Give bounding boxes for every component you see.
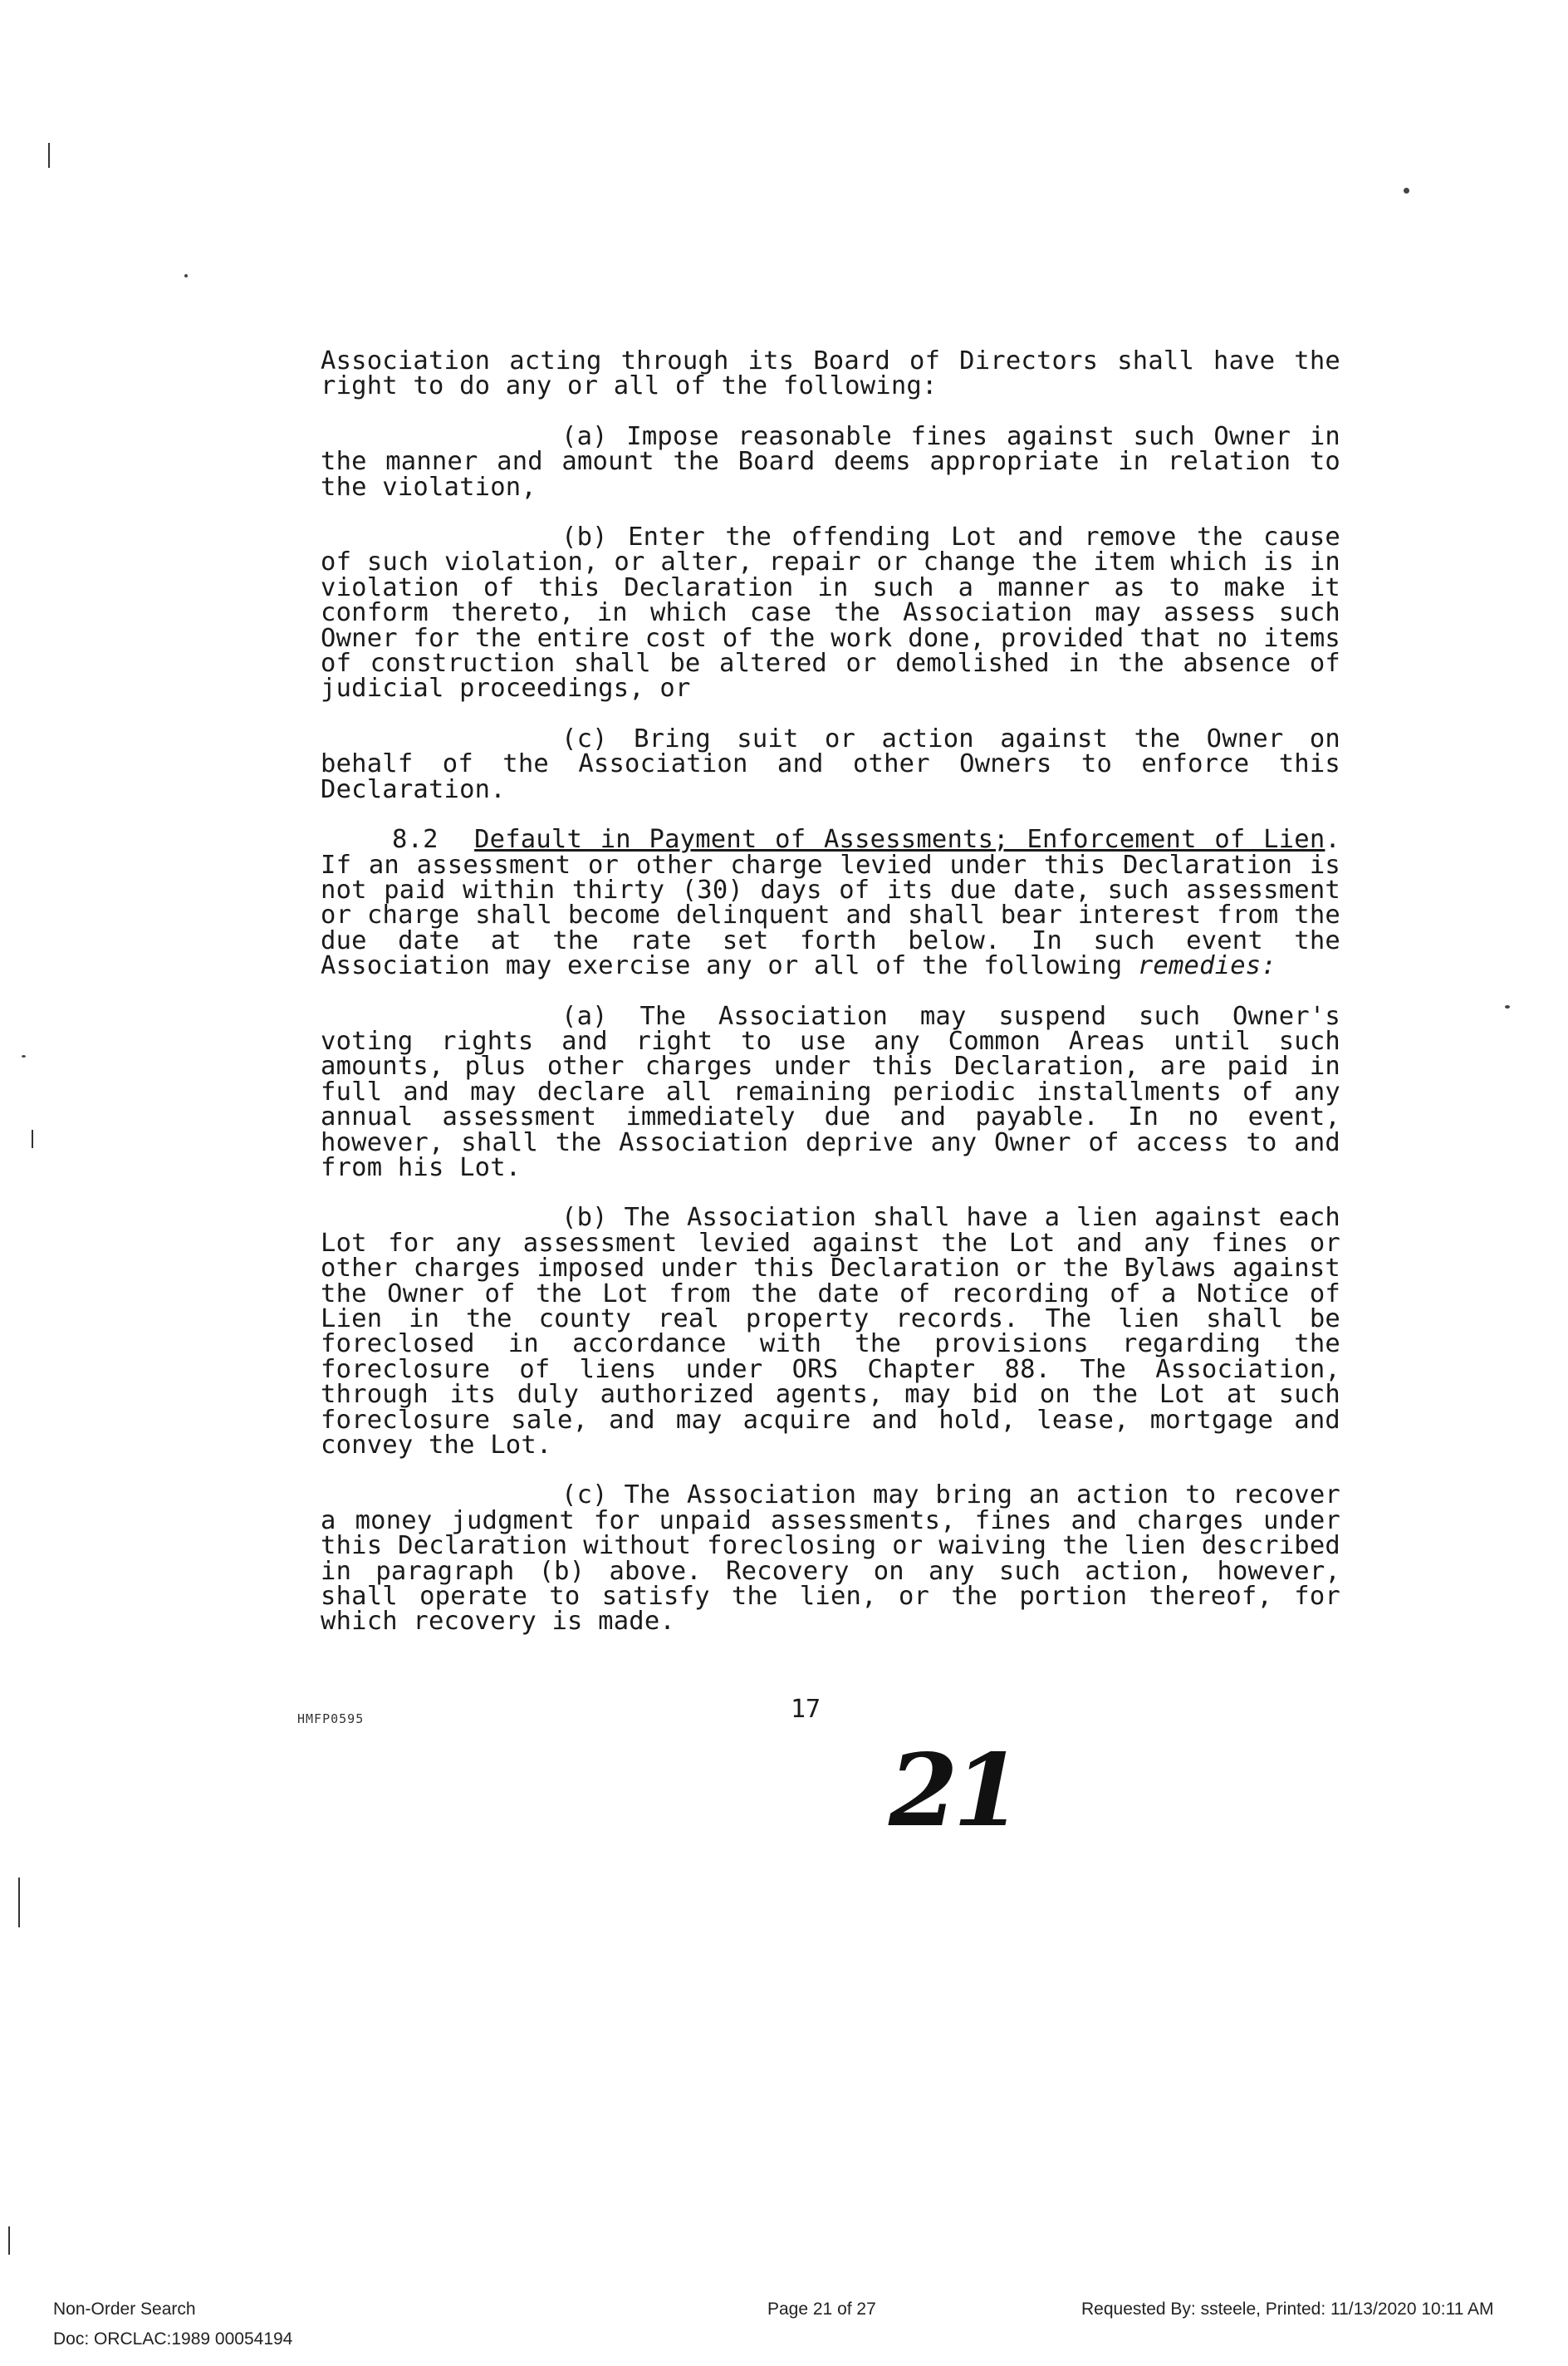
item-b-paragraph: (b) Enter the offending Lot and remove the cause of such violation, or alter, repair or change the item which is in violation of this Declaration in such a manner as to make it conform thereto, in which case the Association may assess such Owner for the entire cost of the work done, provided that no items of construction shall be altered or demolished in the absence of judicial proceedings, or (321, 523, 1340, 704)
scan-mark (8, 2226, 10, 2255)
scan-mark (18, 1878, 20, 1927)
document-body (321, 346, 1340, 1660)
intro-paragraph: Association acting through its Board of Directors shall have the right to do any or all of the following: (321, 346, 1340, 401)
item-c-paragraph: (c) Bring suit or action against the Owner on behalf of the Association and other Owners to enforce this Declaration. (321, 724, 1340, 804)
scan-speck (1505, 1005, 1510, 1009)
section-heading: Default in Payment of Assessments; Enforcement of Lien (474, 825, 1325, 855)
scan-speck (22, 1055, 26, 1058)
scan-mark (48, 143, 50, 168)
scan-speck (1404, 188, 1409, 194)
footer-requested-by: Requested By: ssteele, Printed: 11/13/2020 10:11 AM (1081, 2300, 1494, 2319)
remedy-a-paragraph: (a) The Association may suspend such Owner's voting rights and right to use any Common Areas until such amounts, plus other charges under this Declaration, are paid in full and may declare all remaining periodic installments of any annual assessment immediately due and payable. In no event, however, shall the Association deprive any Owner of access to and from his Lot. (321, 1001, 1340, 1182)
section-heading-period: . (1325, 825, 1340, 855)
item-a-paragraph: (a) Impose reasonable fines against such Owner in the manner and amount the Board deems appropriate in relation to the violation, (321, 421, 1340, 502)
remedy-b-paragraph: (b) The Association shall have a lien against each Lot for any assessment levied against the Lot and any fines or other charges imposed under this Declaration or the Bylaws against the Owner of the Lot from the date of recording of a Notice of Lien in the county real property records. The lien shall be foreclosed in accordance with the provisions regarding the foreclosure of liens under ORS Chapter 88. The Association, through its duly authorized agents, may bid on the Lot at such foreclosure sale, and may acquire and hold, lease, mortgage and convey the Lot. (321, 1203, 1340, 1460)
section-text: If an assessment or other charge levied under this Declaration is not paid within thirty (30) days of its due date, such assessment or charge shall become delinquent and shall bear interest from the due date at the rate set forth below. In such event the Association may exercise any or all of the following (321, 850, 1340, 981)
section-8-2-paragraph (321, 827, 1340, 979)
section-text-remedies: remedies: (1137, 951, 1276, 981)
handwritten-page-number: 21 (889, 1732, 1017, 1849)
footer-page-count: Page 21 of 27 (767, 2300, 876, 2319)
scan-mark (32, 1130, 33, 1148)
document-code: HMFP0595 (297, 1711, 365, 1726)
footer-doc-id: Doc: ORCLAC:1989 00054194 (53, 2329, 293, 2349)
section-number: 8.2 (392, 825, 439, 855)
remedy-c-paragraph: (c) The Association may bring an action to recover a money judgment for unpaid assessments, fines and charges under this Declaration without foreclosing or waiving the lien described in paragraph (b) above. Recovery on any such action, however, shall operate to satisfy the lien, or the portion thereof, for which recovery is made. (321, 1480, 1340, 1637)
footer-search-type: Non-Order Search (53, 2300, 196, 2319)
page-number: 17 (791, 1695, 821, 1724)
scan-speck (184, 274, 188, 277)
